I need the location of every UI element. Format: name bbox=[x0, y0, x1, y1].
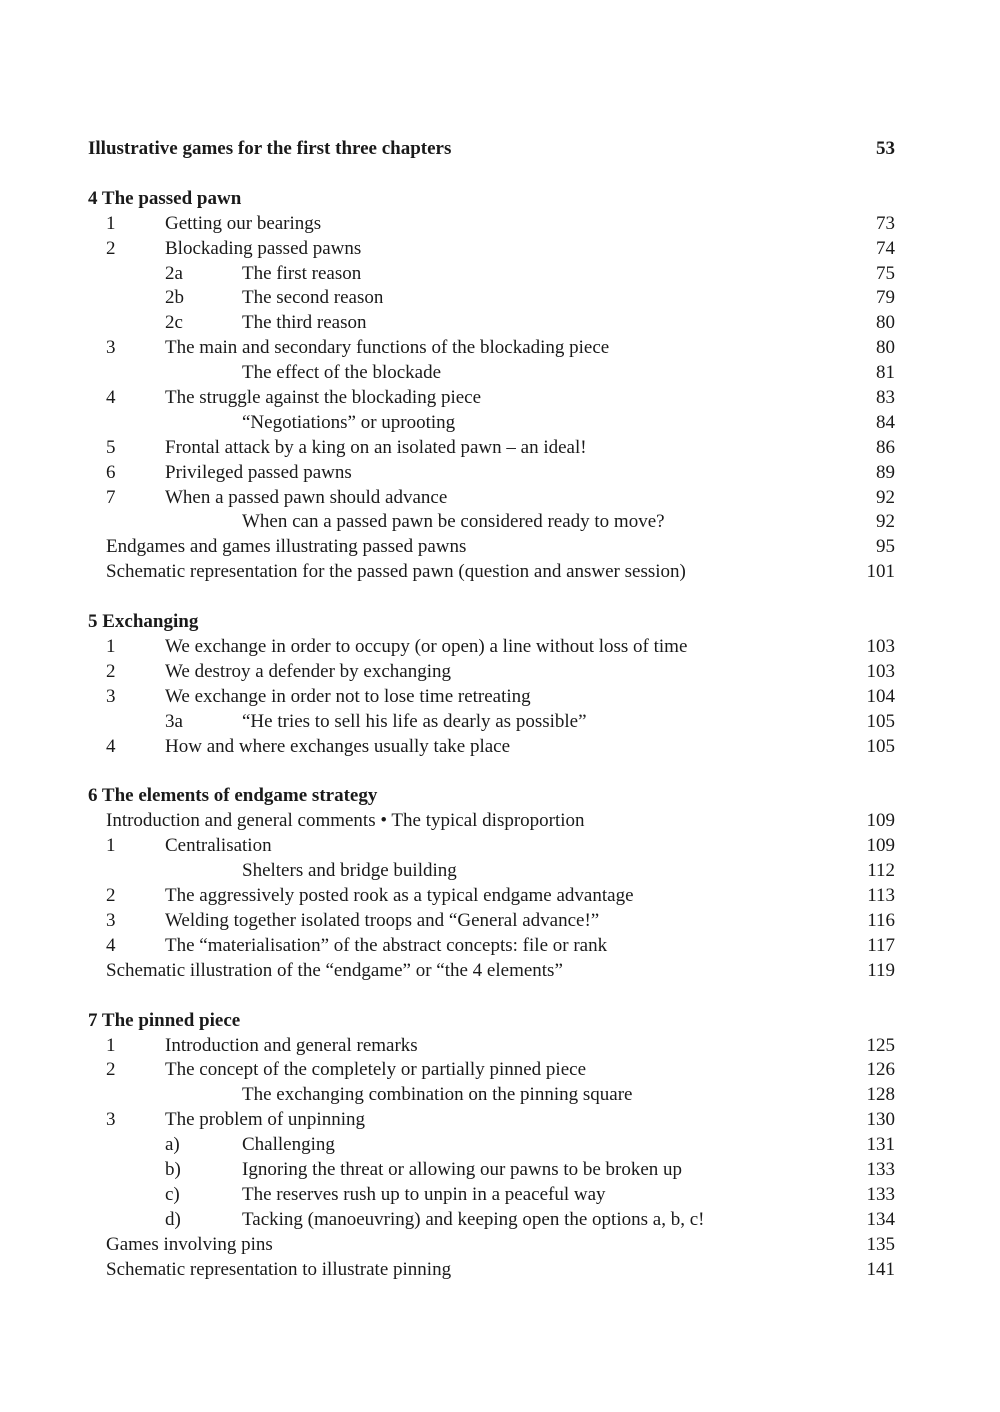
chapter-heading bbox=[88, 187, 895, 212]
toc-page-number: 95 bbox=[876, 536, 895, 558]
toc-entry-title: “Negotiations” or uprooting bbox=[242, 411, 456, 433]
toc-entry bbox=[88, 1183, 895, 1208]
chapter-title: 4 The passed pawn bbox=[88, 187, 242, 209]
toc-entry bbox=[88, 560, 895, 585]
toc-page-number: 135 bbox=[866, 1233, 895, 1255]
toc-entry bbox=[88, 212, 895, 237]
toc-page-number: 112 bbox=[867, 860, 895, 882]
section-number: 1 bbox=[106, 835, 116, 857]
toc-entry-title: Introduction and general remarks bbox=[165, 1034, 418, 1056]
toc-entry bbox=[88, 735, 895, 760]
toc-entry bbox=[88, 411, 895, 436]
subsection-label: 2c bbox=[165, 312, 183, 334]
toc-entry bbox=[88, 1233, 895, 1258]
toc-page-number: 80 bbox=[876, 312, 895, 334]
toc-entry bbox=[88, 859, 895, 884]
toc-entry bbox=[88, 237, 895, 262]
toc-entry bbox=[88, 660, 895, 685]
toc-entry-title: The first reason bbox=[242, 262, 362, 284]
toc-page-number: 134 bbox=[866, 1208, 895, 1230]
toc-entry-title: The aggressively posted rook as a typical endgame advantage bbox=[165, 885, 634, 907]
toc-entry-title: We exchange in order to occupy (or open) a line without loss of time bbox=[165, 636, 688, 658]
toc-entry-title: When can a passed pawn be considered ready to move? bbox=[242, 511, 665, 533]
toc-intro-entry bbox=[88, 137, 895, 162]
toc-entry bbox=[88, 710, 895, 735]
toc-entry bbox=[88, 959, 895, 984]
toc-entry-title: Tacking (manoeuvring) and keeping open the options a, b, c! bbox=[242, 1208, 705, 1230]
toc-entry-title: How and where exchanges usually take place bbox=[165, 735, 511, 757]
toc-page-number: 79 bbox=[876, 287, 895, 309]
toc-page-number: 103 bbox=[866, 636, 895, 658]
section-number: 7 bbox=[106, 486, 116, 508]
toc-entry bbox=[88, 461, 895, 486]
subsection-label: d) bbox=[165, 1208, 181, 1230]
chapter-list bbox=[88, 162, 895, 1283]
table-of-contents bbox=[88, 137, 895, 1282]
section-number: 4 bbox=[106, 934, 116, 956]
toc-entry-title: Privileged passed pawns bbox=[165, 461, 352, 483]
toc-entry bbox=[88, 386, 895, 411]
toc-entry-title: The reserves rush up to unpin in a peaceful way bbox=[242, 1183, 606, 1205]
toc-entry bbox=[88, 909, 895, 934]
subsection-label: 2a bbox=[165, 262, 183, 284]
section-number: 4 bbox=[106, 735, 116, 757]
section-number: 1 bbox=[106, 212, 116, 234]
toc-entry-title: When a passed pawn should advance bbox=[165, 486, 448, 508]
toc-entry bbox=[88, 635, 895, 660]
toc-page-number: 113 bbox=[867, 885, 895, 907]
toc-page-number: 109 bbox=[866, 835, 895, 857]
subsection-label: 2b bbox=[165, 287, 184, 309]
section-number: 3 bbox=[106, 1109, 116, 1131]
subsection-label: b) bbox=[165, 1158, 181, 1180]
toc-entry-title: Schematic illustration of the “endgame” or “the 4 elements” bbox=[106, 959, 563, 981]
toc-page-number: 109 bbox=[866, 810, 895, 832]
section-number: 2 bbox=[106, 660, 116, 682]
toc-entry-title: Endgames and games illustrating passed pawns bbox=[106, 536, 467, 558]
section-number: 3 bbox=[106, 685, 116, 707]
toc-entry bbox=[88, 1158, 895, 1183]
toc-entry bbox=[88, 535, 895, 560]
section-number: 1 bbox=[106, 1034, 116, 1056]
toc-page-number: 105 bbox=[866, 710, 895, 732]
toc-page-number: 130 bbox=[866, 1109, 895, 1131]
toc-entry-title: The exchanging combination on the pinning square bbox=[242, 1084, 633, 1106]
toc-entry-title: Getting our bearings bbox=[165, 212, 322, 234]
subsection-label: 3a bbox=[165, 710, 183, 732]
section-gap bbox=[88, 585, 895, 610]
toc-entry bbox=[88, 436, 895, 461]
toc-entry bbox=[88, 336, 895, 361]
section-number: 5 bbox=[106, 436, 116, 458]
toc-entry bbox=[88, 934, 895, 959]
toc-page-number: 75 bbox=[876, 262, 895, 284]
chapter-title: 5 Exchanging bbox=[88, 611, 199, 633]
toc-page-number: 133 bbox=[866, 1183, 895, 1205]
toc-entry bbox=[88, 1083, 895, 1108]
toc-entry-title: Centralisation bbox=[165, 835, 272, 857]
section-number: 4 bbox=[106, 387, 116, 409]
toc-entry-title: The second reason bbox=[242, 287, 384, 309]
toc-entry-title: Schematic representation to illustrate pinning bbox=[106, 1258, 452, 1280]
toc-entry bbox=[88, 1258, 895, 1283]
toc-page-number: 117 bbox=[867, 934, 895, 956]
toc-entry-title: The main and secondary functions of the blockading piece bbox=[165, 337, 610, 359]
toc-entry-title: Ignoring the threat or allowing our pawns to be broken up bbox=[242, 1158, 683, 1180]
toc-entry-title: The effect of the blockade bbox=[242, 362, 442, 384]
toc-page-number: 125 bbox=[866, 1034, 895, 1056]
toc-page-number: 92 bbox=[876, 486, 895, 508]
toc-entry-title: Schematic representation for the passed pawn (question and answer session) bbox=[106, 561, 686, 583]
toc-page-number: 128 bbox=[866, 1084, 895, 1106]
toc-entry bbox=[88, 510, 895, 535]
chapter-heading bbox=[88, 610, 895, 635]
toc-entry-title: Welding together isolated troops and “General advance!” bbox=[165, 909, 600, 931]
chapter-title: 7 The pinned piece bbox=[88, 1009, 241, 1031]
section-number: 2 bbox=[106, 1059, 116, 1081]
chapter-heading bbox=[88, 1009, 895, 1034]
toc-entry bbox=[88, 1133, 895, 1158]
toc-entry bbox=[88, 311, 895, 336]
toc-page-number: 53 bbox=[876, 138, 895, 159]
toc-entry bbox=[88, 834, 895, 859]
toc-page-number: 74 bbox=[876, 237, 895, 259]
section-number: 2 bbox=[106, 237, 116, 259]
toc-entry bbox=[88, 361, 895, 386]
section-number: 2 bbox=[106, 885, 116, 907]
toc-entry bbox=[88, 1208, 895, 1233]
toc-entry-title: Challenging bbox=[242, 1134, 335, 1156]
section-number: 3 bbox=[106, 909, 116, 931]
toc-entry-title: Games involving pins bbox=[106, 1233, 273, 1255]
toc-page-number: 103 bbox=[866, 660, 895, 682]
chapter-heading bbox=[88, 784, 895, 809]
section-number: 6 bbox=[106, 461, 116, 483]
toc-entry-title: The concept of the completely or partially pinned piece bbox=[165, 1059, 586, 1081]
toc-page-number: 131 bbox=[866, 1134, 895, 1156]
toc-page-number: 119 bbox=[867, 959, 895, 981]
toc-page-number: 86 bbox=[876, 436, 895, 458]
section-gap bbox=[88, 759, 895, 784]
toc-page-number: 80 bbox=[876, 337, 895, 359]
section-gap bbox=[88, 162, 895, 187]
toc-entry-title: The struggle against the blockading piece bbox=[165, 387, 482, 409]
toc-entry-title: Blockading passed pawns bbox=[165, 237, 362, 259]
toc-entry-title: The problem of unpinning bbox=[165, 1109, 365, 1131]
toc-page-number: 101 bbox=[866, 561, 895, 583]
toc-entry bbox=[88, 486, 895, 511]
toc-page-number: 126 bbox=[866, 1059, 895, 1081]
toc-page-number: 105 bbox=[866, 735, 895, 757]
toc-entry bbox=[88, 1108, 895, 1133]
toc-entry-title: The “materialisation” of the abstract concepts: file or rank bbox=[165, 934, 608, 956]
toc-page-number: 81 bbox=[876, 362, 895, 384]
toc-entry-title: The third reason bbox=[242, 312, 367, 334]
toc-entry bbox=[88, 884, 895, 909]
toc-entry bbox=[88, 286, 895, 311]
toc-entry bbox=[88, 262, 895, 287]
chapter-title: 6 The elements of endgame strategy bbox=[88, 785, 378, 807]
toc-entry-title: “He tries to sell his life as dearly as possible” bbox=[242, 710, 587, 732]
toc-entry-title: Introduction and general comments • The typical disproportion bbox=[106, 810, 585, 832]
toc-entry-title: We exchange in order not to lose time retreating bbox=[165, 685, 531, 707]
toc-entry bbox=[88, 1058, 895, 1083]
section-number: 3 bbox=[106, 337, 116, 359]
section-gap bbox=[88, 984, 895, 1009]
toc-page-number: 104 bbox=[866, 685, 895, 707]
toc-page-number: 116 bbox=[867, 909, 895, 931]
subsection-label: c) bbox=[165, 1183, 180, 1205]
toc-page-number: 133 bbox=[866, 1158, 895, 1180]
toc-entry bbox=[88, 809, 895, 834]
toc-entry bbox=[88, 1034, 895, 1059]
toc-page-number: 89 bbox=[876, 461, 895, 483]
toc-page-number: 83 bbox=[876, 387, 895, 409]
toc-entry-title: We destroy a defender by exchanging bbox=[165, 660, 451, 682]
section-number: 1 bbox=[106, 636, 116, 658]
toc-entry-title: Frontal attack by a king on an isolated pawn – an ideal! bbox=[165, 436, 587, 458]
toc-page-number: 73 bbox=[876, 212, 895, 234]
toc-entry-title: Shelters and bridge building bbox=[242, 860, 457, 882]
toc-page-number: 84 bbox=[876, 411, 895, 433]
toc-page-number: 141 bbox=[866, 1258, 895, 1280]
subsection-label: a) bbox=[165, 1134, 180, 1156]
toc-entry bbox=[88, 685, 895, 710]
toc-page-number: 92 bbox=[876, 511, 895, 533]
toc-entry-title: Illustrative games for the first three chapters bbox=[88, 138, 452, 159]
